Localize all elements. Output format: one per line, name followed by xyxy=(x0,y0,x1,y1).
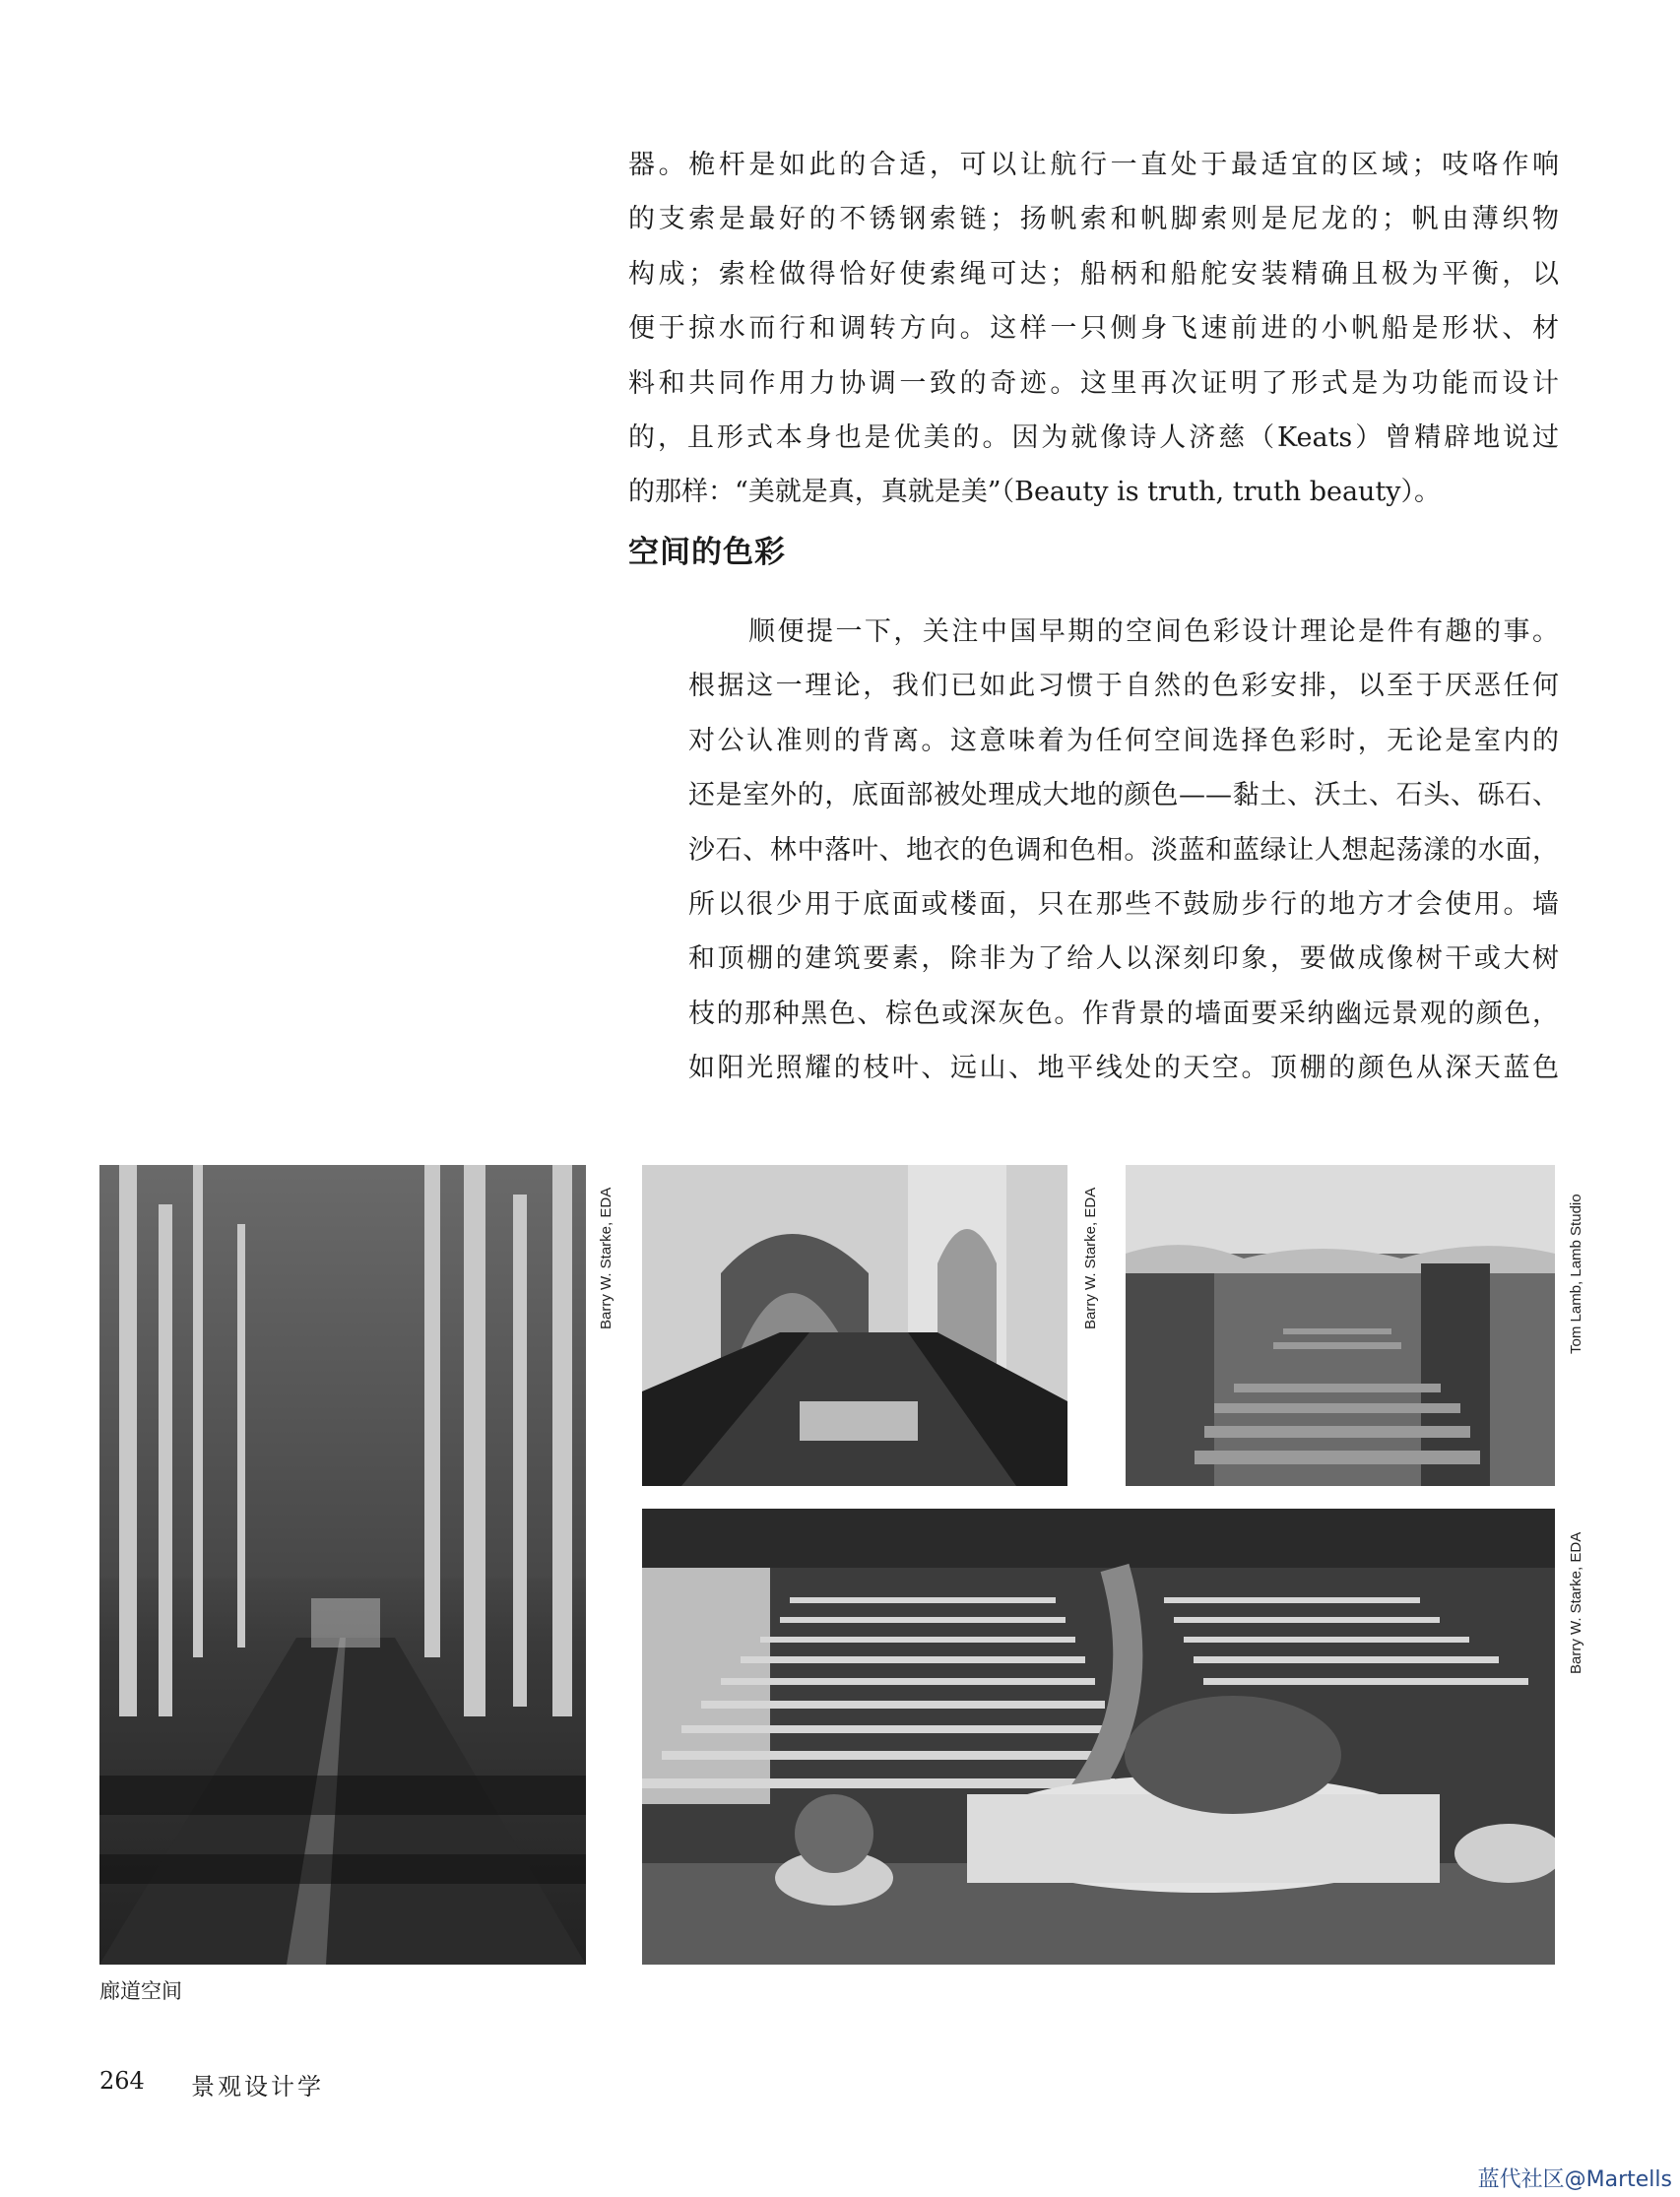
text-line: 的那样：“美就是真，真就是美”（Beauty is truth, truth beauty）。 xyxy=(628,477,1442,508)
figure-caption: 廊道空间 xyxy=(99,1979,182,2003)
text-line: 还是室外的，底面部被处理成大地的颜色——黏土、沃土、石头、砾石、 xyxy=(688,780,1559,811)
text-line: 如阳光照耀的枝叶、远山、地平线处的天空。顶棚的颜色从深天蓝色 xyxy=(688,1053,1559,1084)
photo-tree-avenue xyxy=(99,1165,586,1965)
section-heading: 空间的色彩 xyxy=(628,535,786,570)
running-title: 景观设计学 xyxy=(191,2073,324,2100)
text-line: 器。桅杆是如此的合适，可以让航行一直处于最适宜的区域；吱咯作响 xyxy=(628,150,1559,180)
photo-credit: Tom Lamb, Lamb Studio xyxy=(1568,1194,1584,1354)
text-line: 的，且形式本身也是优美的。因为就像诗人济慈（Keats）曾精辟地说过 xyxy=(628,422,1559,454)
photo-credit: Barry W. Starke, EDA xyxy=(1082,1187,1099,1329)
paragraph-2 xyxy=(628,605,1559,1096)
text-line: 和顶棚的建筑要素，除非为了给人以深刻印象，要做成像树干或大树 xyxy=(688,943,1559,975)
photo-credit: Barry W. Starke, EDA xyxy=(1568,1531,1584,1674)
photo-credit: Barry W. Starke, EDA xyxy=(598,1187,614,1329)
text-line: 顺便提一下，关注中国早期的空间色彩设计理论是件有趣的事。 xyxy=(748,616,1559,647)
paragraph-1 xyxy=(628,138,1559,520)
photo-grand-stair-fountain xyxy=(642,1509,1555,1965)
text-line: 所以很少用于底面或楼面，只在那些不鼓励步行的地方才会使用。墙 xyxy=(688,889,1559,921)
text-line: 便于掠水而行和调转方向。这样一只侧身飞速前进的小帆船是形状、材 xyxy=(628,313,1559,345)
watermark: 蓝代社区@Martells xyxy=(1477,2167,1672,2192)
text-line: 构成；索栓做得恰好使索绳可达；船柄和船舵安装精确且极为平衡，以 xyxy=(628,258,1559,290)
photo-escalator-arch xyxy=(642,1165,1067,1486)
text-line: 枝的那种黑色、棕色或深灰色。作背景的墙面要采纳幽远景观的颜色， xyxy=(688,998,1559,1029)
text-line: 沙石、林中落叶、地衣的色调和色相。淡蓝和蓝绿让人想起荡漾的水面， xyxy=(688,834,1559,866)
text-line: 根据这一理论，我们已如此习惯于自然的色彩安排，以至于厌恶任何 xyxy=(688,671,1559,702)
page-number: 264 xyxy=(99,2067,145,2095)
text-line: 料和共同作用力协调一致的奇迹。这里再次证明了形式是为功能而设计 xyxy=(628,367,1559,399)
text-line: 对公认准则的背离。这意味着为任何空间选择色彩时，无论是室内的 xyxy=(688,725,1559,756)
photo-garden-steps xyxy=(1126,1165,1555,1486)
text-line: 的支索是最好的不锈钢索链；扬帆索和帆脚索则是尼龙的；帆由薄织物 xyxy=(628,204,1559,235)
